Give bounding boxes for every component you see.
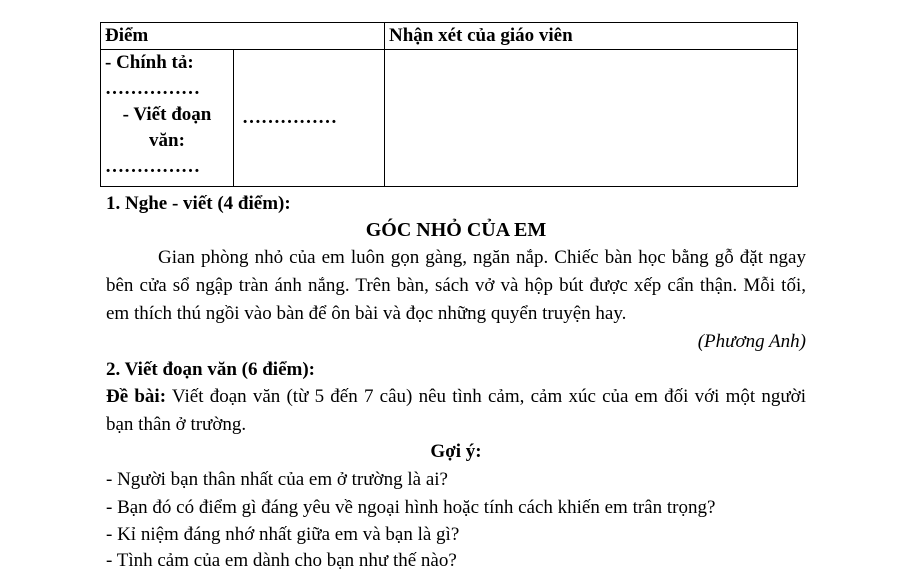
teacher-comment-header: Nhận xét của giáo viên — [385, 23, 798, 50]
total-score-dots: …………… — [242, 107, 337, 128]
prompt-label: Đề bài: — [106, 386, 167, 407]
hint-item: - Bạn đó có điểm gì đáng yêu về ngoại hình hoặc tính cách khiến em trân trọng? — [106, 497, 716, 518]
paragraph-label-line1: - Viết đoạn — [122, 104, 212, 125]
hint-item: - Người bạn thân nhất của em ở trường là ai? — [106, 469, 448, 490]
score-table — [100, 22, 798, 187]
total-score-cell — [234, 50, 385, 187]
section2-heading: 2. Viết đoạn văn (6 điểm): — [106, 359, 315, 380]
teacher-comment-cell — [385, 50, 798, 187]
dictation-author: (Phương Anh) — [697, 331, 806, 352]
paragraph-label-line2: văn: — [149, 130, 185, 151]
writing-prompt — [106, 383, 806, 439]
score-header: Điểm — [101, 23, 385, 50]
paragraph-dots: …………… — [105, 156, 200, 177]
hint-item: - Tình cảm của em dành cho bạn như thế nào? — [106, 550, 457, 571]
hint-item: - Kỉ niệm đáng nhớ nhất giữa em và bạn là gì? — [106, 524, 460, 545]
hint-title: Gợi ý: — [430, 441, 482, 462]
prompt-text: Viết đoạn văn (từ 5 đến 7 câu) nêu tình cảm, cảm xúc của em đối với một người bạn thân ở trường. — [106, 386, 807, 435]
dictation-title: GÓC NHỎ CỦA EM — [365, 219, 547, 241]
score-items-cell — [101, 50, 234, 187]
section1-heading: 1. Nghe - viết (4 điểm): — [106, 193, 291, 214]
dictation-body: Gian phòng nhỏ của em luôn gọn gàng, ngăn nắp. Chiếc bàn học bằng gỗ đặt ngay bên cửa sổ ngập tràn ánh nắng. Trên bàn, sách vở và hộp bút được xếp cẩn thận. Mỗi tối, em thích thú ngồi vào bàn để ôn bài và đọc những quyển truyện hay. — [106, 247, 806, 324]
spelling-label: - Chính tả: — [105, 52, 194, 73]
spelling-dots: …………… — [105, 78, 200, 99]
